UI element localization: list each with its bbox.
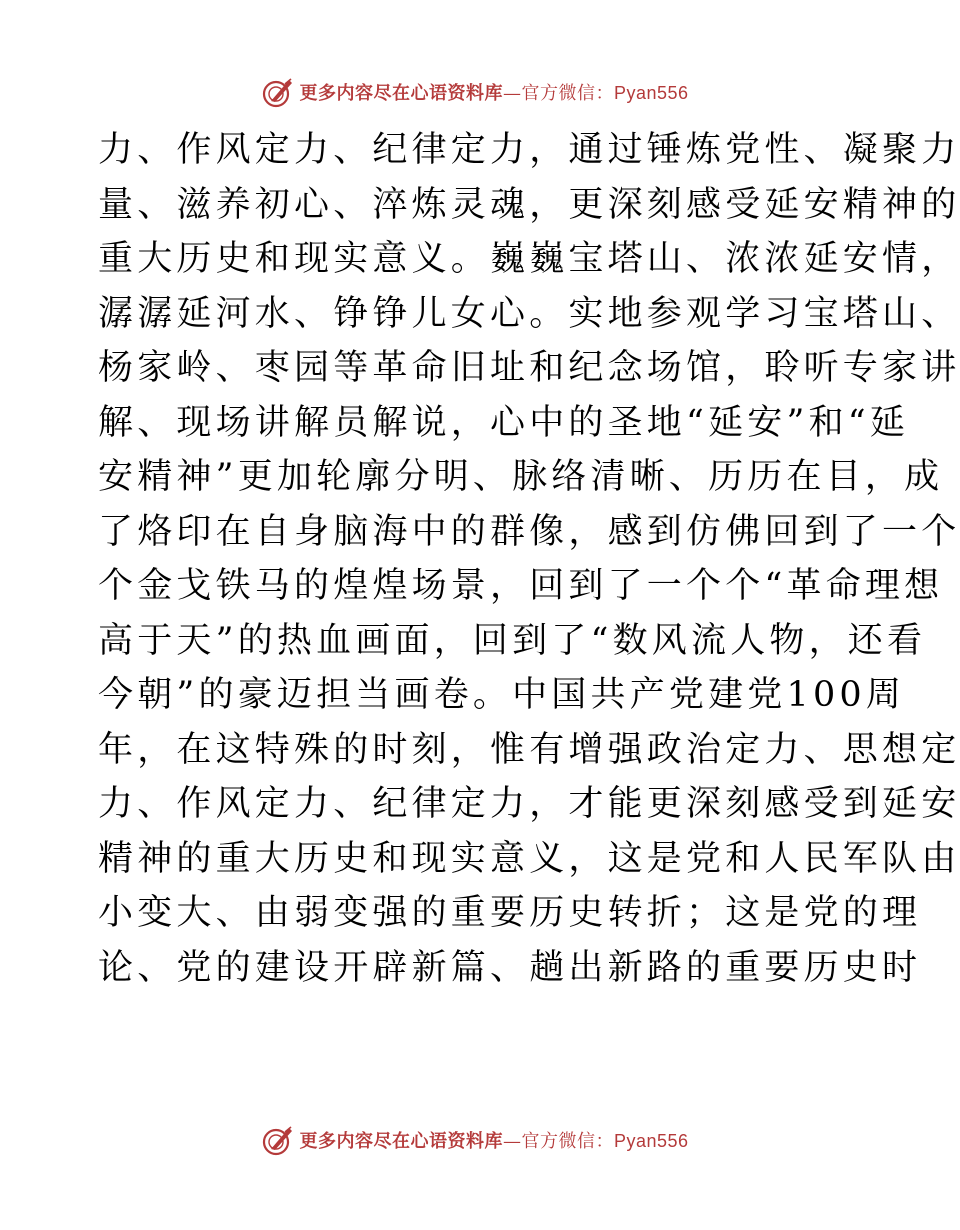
text-line: 年，在这特殊的时刻，惟有增强政治定力、思想定 — [98, 729, 960, 770]
text-line: 小变大、由弱变强的重要历史转折；这是党的理 — [98, 893, 922, 933]
footer-wechat-label: 官方微信： — [521, 1131, 614, 1152]
text-line: 重大历史和现实意义。巍巍宝塔山、浓浓延安情， — [98, 239, 960, 279]
header-separator: — — [502, 83, 522, 104]
text-line: 今朝”的豪迈担当画卷。中国共产党建党100周 — [98, 675, 906, 715]
header-brand: 更多内容尽在心语资料库 — [299, 83, 503, 104]
text-line: 力、作风定力、纪律定力，才能更深刻感受到延安 — [98, 784, 960, 824]
text-line: 高于天”的热血画面，回到了“数风流人物，还看 — [98, 620, 927, 661]
text-line: 力、作风定力、纪律定力，通过锤炼党性、凝聚力 — [98, 130, 960, 170]
text-line: 解、现场讲解员解说，心中的圣地“延安”和“延 — [98, 402, 910, 443]
text-line: 论、党的建设开辟新篇、趟出新路的重要历史时 — [98, 947, 922, 988]
footer-separator: — — [502, 1131, 522, 1152]
header-banner — [0, 72, 950, 112]
text-line: 杨家岭、枣园等革命旧址和纪念场馆，聆听专家讲 — [98, 348, 960, 388]
footer-brand: 更多内容尽在心语资料库 — [299, 1131, 503, 1152]
header-wechat-id: Pyan556 — [613, 83, 689, 103]
header-text — [299, 79, 688, 105]
header-wechat-label: 官方微信： — [521, 83, 614, 104]
text-line: 量、滋养初心、淬炼灵魂，更深刻感受延安精神的 — [98, 184, 960, 225]
text-line: 安精神”更加轮廓分明、脉络清晰、历历在目，成 — [98, 457, 944, 497]
text-line: 个金戈铁马的煌煌场景，回到了一个个“革命理想 — [98, 566, 944, 606]
quill-logo-icon — [261, 75, 295, 109]
text-line: 了烙印在自身脑海中的群像，感到仿佛回到了一个 — [98, 511, 960, 552]
text-line: 潺潺延河水、铮铮儿女心。实地参观学习宝塔山、 — [98, 293, 960, 334]
quill-logo-icon — [261, 1123, 295, 1157]
footer-text — [299, 1127, 688, 1153]
footer-wechat-id: Pyan556 — [613, 1131, 689, 1151]
footer-banner — [0, 1120, 950, 1160]
text-line: 精神的重大历史和现实意义，这是党和人民军队由 — [98, 838, 960, 879]
document-body — [98, 123, 960, 995]
